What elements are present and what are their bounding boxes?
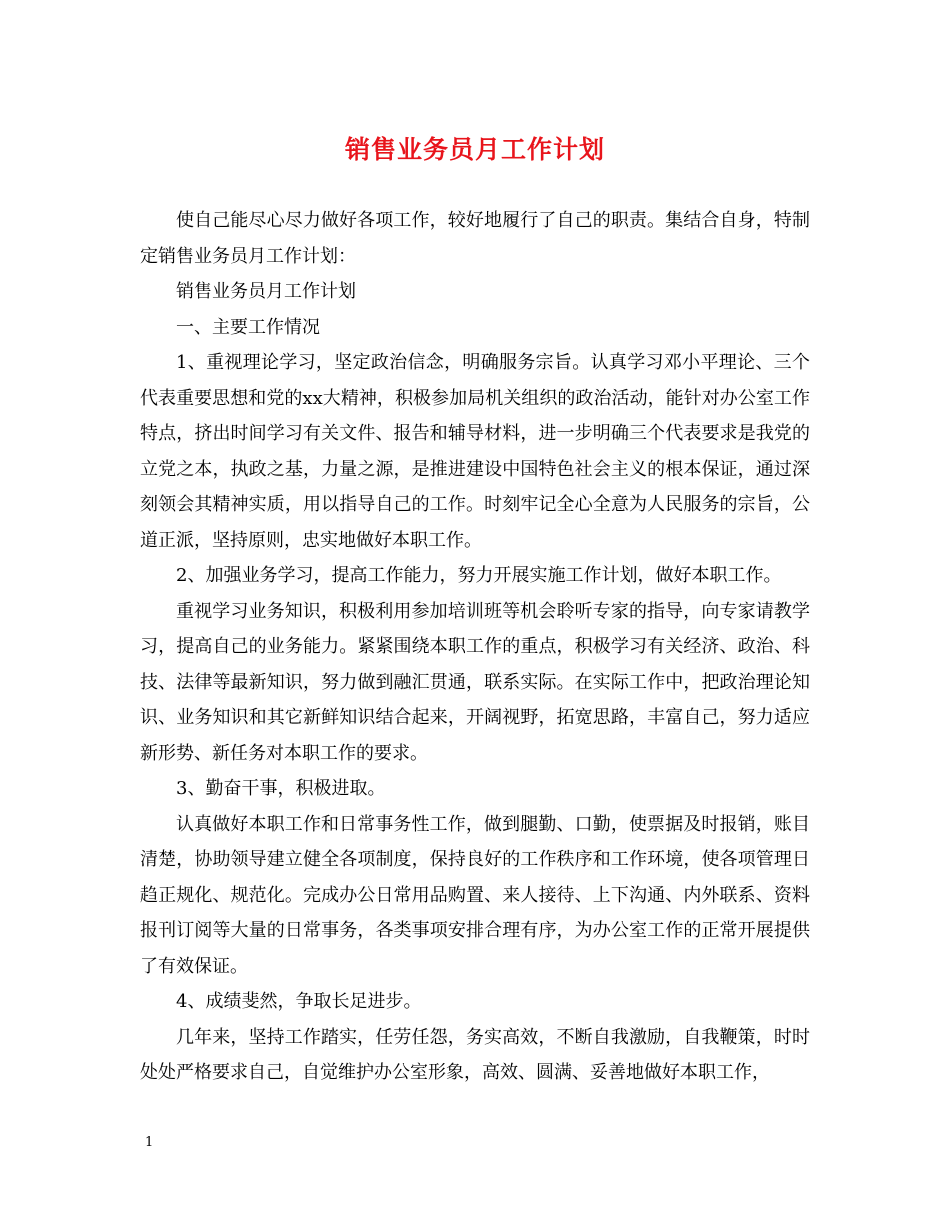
paragraph-item-2-heading: 2、加强业务学习，提高工作能力，努力开展实施工作计划，做好本职工作。 [176, 565, 782, 586]
section-heading-main-work: 一、主要工作情况 [176, 316, 320, 338]
paragraph-item-3-heading: 3、勤奋干事，积极进取。 [176, 778, 386, 799]
paragraph-item-1: 1、重视理论学习，坚定政治信念，明确服务宗旨。认真学习邓小平理论、三个代表重要思想和党的xx大精神，积极参加局机关组织的政治活动，能针对办公室工作特点，挤出时间学习有关文件、报告和辅导材料，进一步明确三个代表要求是我党的立党之本，执政之基，力量之源，是推进建设中国特色社会主义的根本保证，通过深刻领会其精神实质，用以指导自己的工作。时刻牢记全心全意为人民服务的宗旨，公道正派，坚持原则，忠实地做好本职工作。 [140, 352, 810, 551]
document-title: 销售业务员月工作计划 [344, 135, 605, 164]
paragraph-intro: 使自己能尽心尽力做好各项工作，较好地履行了自己的职责。集结合自身，特制定销售业务员月工作计划： [140, 210, 810, 267]
paragraph-item-2-body: 重视学习业务知识，积极利用参加培训班等机会聆听专家的指导，向专家请教学习，提高自己的业务能力。紧紧围绕本职工作的重点，积极学习有关经济、政治、科技、法律等最新知识，努力做到融汇贯通，联系实际。在实际工作中，把政治理论知识、业务知识和其它新鲜知识结合起来，开阔视野，拓宽思路，丰富自己，努力适应新形势、新任务对本职工作的要求。 [140, 600, 810, 764]
paragraph-item-4-heading: 4、成绩斐然，争取长足进步。 [176, 991, 422, 1012]
document-body [140, 203, 810, 1091]
paragraph-item-3-body: 认真做好本职工作和日常事务性工作，做到腿勤、口勤，使票据及时报销，账目清楚，协助领导建立健全各项制度，保持良好的工作秩序和工作环境，使各项管理日趋正规化、规范化。完成办公日常用品购置、来人接待、上下沟通、内外联系、资料报刊订阅等大量的日常事务，各类事项安排合理有序，为办公室工作的正常开展提供了有效保证。 [140, 813, 810, 977]
paragraph-item-4-body: 几年来，坚持工作踏实，任劳任怨，务实高效，不断自我激励，自我鞭策，时时处处严格要求自己，自觉维护办公室形象，高效、圆满、妥善地做好本职工作， [140, 1026, 810, 1083]
page-number: 1 [145, 1135, 154, 1150]
paragraph-subtitle: 销售业务员月工作计划 [176, 281, 356, 302]
